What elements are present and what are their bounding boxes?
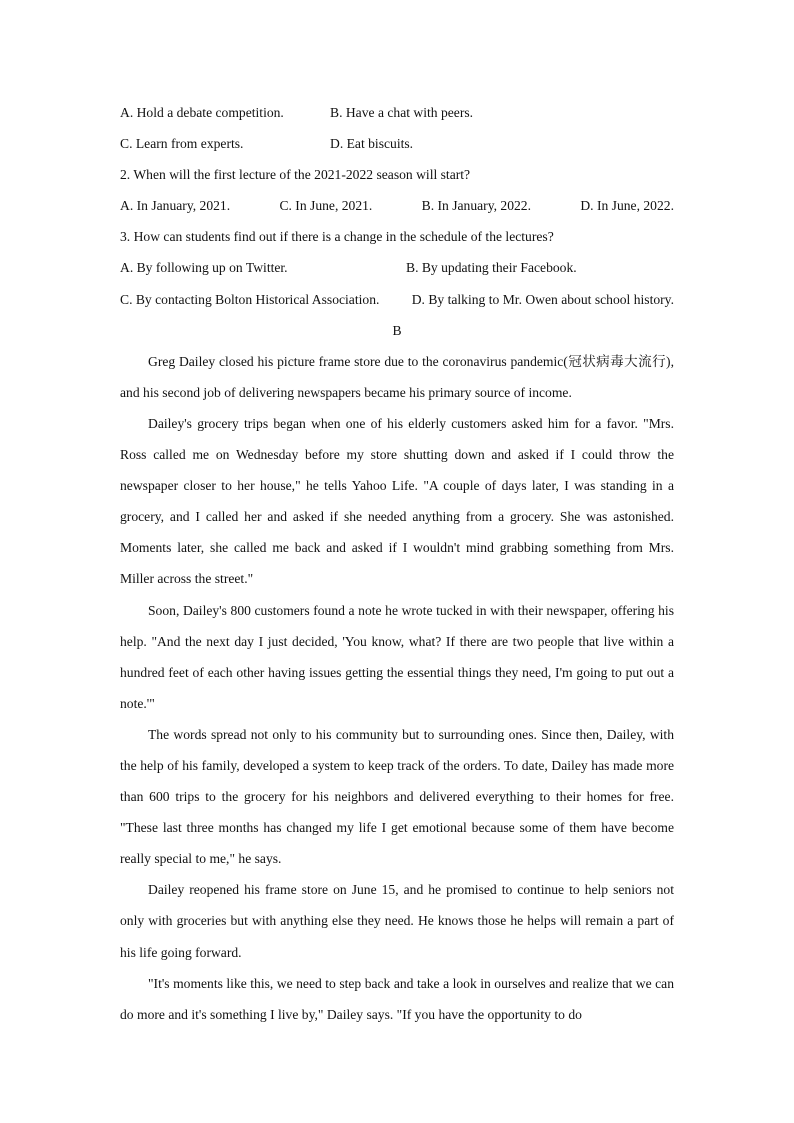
section-heading: B	[392, 322, 402, 338]
q3-options-row-2	[120, 284, 674, 315]
q1-option-a: A. Hold a debate competition.	[120, 105, 284, 120]
passage-paragraph-6: "It's moments like this, we need to step back and take a look in ourselves and realize that we can do more and it's something I live by," Dailey says. "If you have the opportunity to do	[120, 975, 674, 1022]
passage-paragraph-1: Greg Dailey closed his picture frame store due to the coronavirus pandemic(冠状病毒大流行), and his second job of delivering newspapers became his primary source of income.	[120, 353, 674, 400]
document-content	[120, 97, 674, 1030]
q2-option-2: C. In June, 2021.	[279, 198, 373, 214]
q2-option-4: D. In June, 2022.	[580, 198, 674, 214]
passage-paragraph-4: The words spread not only to his community but to surrounding ones. Since then, Dailey, with the help of his family, developed a system to keep track of the orders. To date, Dailey has made more than 600 trips to the grocery for his neighbors and delivered everything to their homes for free. "These last three months has changed my life I get emotional because some of them have become really special to me," he says.	[120, 726, 674, 867]
q1-option-d: D. Eat biscuits.	[330, 136, 414, 152]
q2-option-3: B. In January, 2022.	[421, 198, 532, 214]
passage-paragraph-3: Soon, Dailey's 800 customers found a note he wrote tucked in with their newspaper, offering his help. "And the next day I just decided, 'You know, what? If there are two people that live within a hundred feet of each other having issues getting the essential things they need, I'm going to put out a note.'"	[120, 602, 674, 711]
q2-question: 2. When will the first lecture of the 2021-2022 season will start?	[120, 167, 471, 183]
q3-option-c: C. By contacting Bolton Historical Association.	[120, 291, 380, 307]
q1-option-c: C. Learn from experts.	[120, 136, 244, 152]
q2-option-1: A. In January, 2021.	[120, 198, 231, 214]
q1-options-row-2	[120, 128, 674, 159]
q3-option-d: D. By talking to Mr. Owen about school history.	[411, 291, 674, 307]
q3-question: 3. How can students find out if there is a change in the schedule of the lectures?	[120, 229, 554, 245]
q1-options-row-1	[120, 97, 674, 128]
q2-options-row	[120, 190, 674, 221]
q3-option-a: A. By following up on Twitter.	[120, 260, 288, 276]
passage-paragraph-5: Dailey reopened his frame store on June 15, and he promised to continue to help seniors not only with groceries but with anything else they need. He knows those he helps will remain a part of his life going forward.	[120, 882, 674, 960]
q3-option-b: B. By updating their Facebook.	[406, 260, 577, 276]
q3-options-row-1	[120, 252, 674, 283]
q1-option-b: B. Have a chat with peers.	[330, 105, 474, 120]
passage-paragraph-2: Dailey's grocery trips began when one of his elderly customers asked him for a favor. "Mrs. Ross called me on Wednesday before my store shutting down and asked if I could throw the newspaper closer to her house," he tells Yahoo Life. "A couple of days later, I was standing in a grocery, and I called her and asked if she needed anything from a grocery. She was astonished. Moments later, she called me back and asked if I wouldn't mind grabbing something from Mrs. Miller across the street."	[120, 415, 674, 587]
